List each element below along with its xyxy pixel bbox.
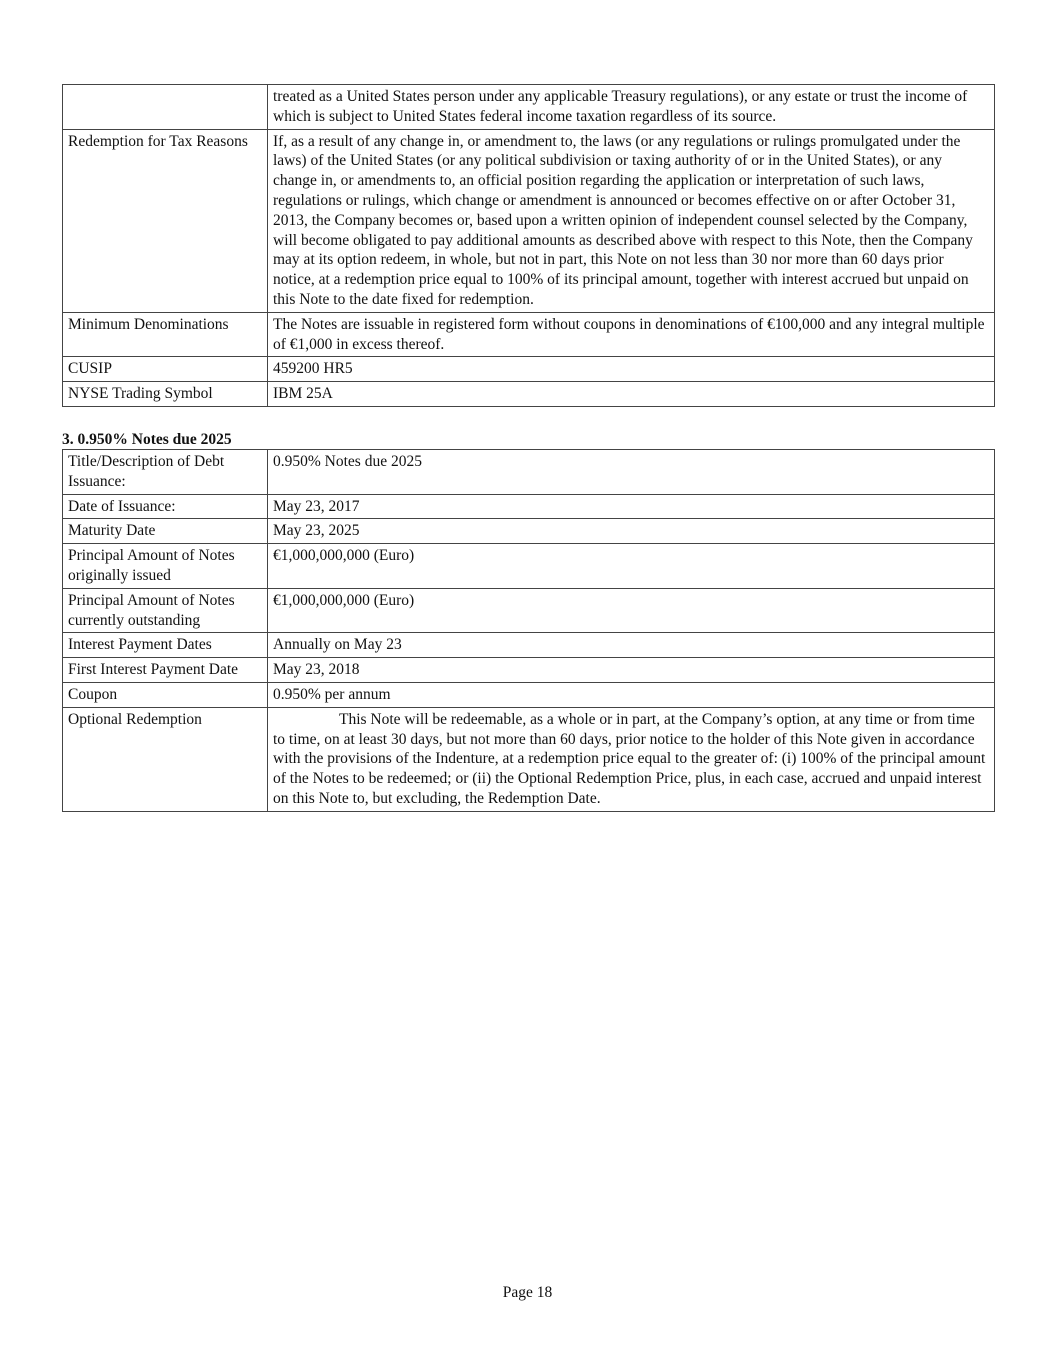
term-label: Principal Amount of Notes currently outstanding (63, 588, 268, 633)
term-label: First Interest Payment Date (63, 658, 268, 683)
section-heading: 3. 0.950% Notes due 2025 (62, 430, 232, 448)
term-label: NYSE Trading Symbol (63, 382, 268, 407)
term-label: Coupon (63, 682, 268, 707)
term-label: Redemption for Tax Reasons (63, 129, 268, 312)
term-value: May 23, 2025 (268, 519, 995, 544)
term-value: €1,000,000,000 (Euro) (268, 544, 995, 589)
term-label: Principal Amount of Notes originally issued (63, 544, 268, 589)
notes-terms-table-continued (62, 84, 995, 407)
term-value: May 23, 2018 (268, 658, 995, 683)
table-row (63, 544, 995, 589)
document-page (62, 84, 994, 812)
table-row (63, 519, 995, 544)
table-row (63, 129, 995, 312)
term-value: IBM 25A (268, 382, 995, 407)
notes-terms-table-2025 (62, 449, 995, 812)
table-row (63, 682, 995, 707)
term-value: treated as a United States person under any applicable Treasury regulations), or any estate or trust the income of which is subject to United States federal income taxation regardless of its source. (268, 85, 995, 130)
term-value: 0.950% Notes due 2025 (268, 449, 995, 494)
table-row (63, 312, 995, 357)
term-label: Optional Redemption (63, 707, 268, 811)
table-row (63, 633, 995, 658)
table-row (63, 494, 995, 519)
table-row (63, 85, 995, 130)
term-value: Annually on May 23 (268, 633, 995, 658)
optional-redemption-text: This Note will be redeemable, as a whole or in part, at the Company’s option, at any time or from time to time, on at least 30 days, but not more than 60 days, prior notice to the holder of this Note given in accordance with the provisions of the Indenture, at a redemption price equal to the greater of: (i) 100% of the principal amount of the Notes to be redeemed; or (ii) the Optional Redemption Price, plus, in each case, accrued and unpaid interest on this Note to, but excluding, the Redemption Date. (273, 710, 986, 807)
table-row (63, 658, 995, 683)
term-value: If, as a result of any change in, or amendment to, the laws (or any regulations or rulings promulgated under the laws) of the United States (or any political subdivision or taxing authority of or in the United States), or any change in, or amendments to, an official position regarding the application or interpretation of such laws, regulations or rulings, which change or amendment is announced or becomes effective on or after October 31, 2013, the Company becomes or, based upon a written opinion of independent counsel selected by the Company, will become obligated to pay additional amounts as described above with respect to this Note, then the Company may at its option redeem, in whole, but not in part, this Note on not less than 30 nor more than 60 days prior notice, at a redemption price equal to 100% of its principal amount, together with interest accrued but unpaid on this Note to the date fixed for redemption. (268, 129, 995, 312)
term-value (268, 707, 995, 811)
term-value: €1,000,000,000 (Euro) (268, 588, 995, 633)
table-row (63, 357, 995, 382)
term-value: The Notes are issuable in registered form without coupons in denominations of €100,000 and any integral multiple of €1,000 in excess thereof. (268, 312, 995, 357)
term-label: Title/Description of Debt Issuance: (63, 449, 268, 494)
table-row (63, 707, 995, 811)
table-row (63, 449, 995, 494)
term-value: 459200 HR5 (268, 357, 995, 382)
term-label: CUSIP (63, 357, 268, 382)
term-value: 0.950% per annum (268, 682, 995, 707)
term-label: Interest Payment Dates (63, 633, 268, 658)
term-label: Date of Issuance: (63, 494, 268, 519)
term-label: Maturity Date (63, 519, 268, 544)
term-value: May 23, 2017 (268, 494, 995, 519)
page-number: Page 18 (502, 1284, 553, 1301)
table-row (63, 588, 995, 633)
term-label (63, 85, 268, 130)
term-label: Minimum Denominations (63, 312, 268, 357)
table-row (63, 382, 995, 407)
